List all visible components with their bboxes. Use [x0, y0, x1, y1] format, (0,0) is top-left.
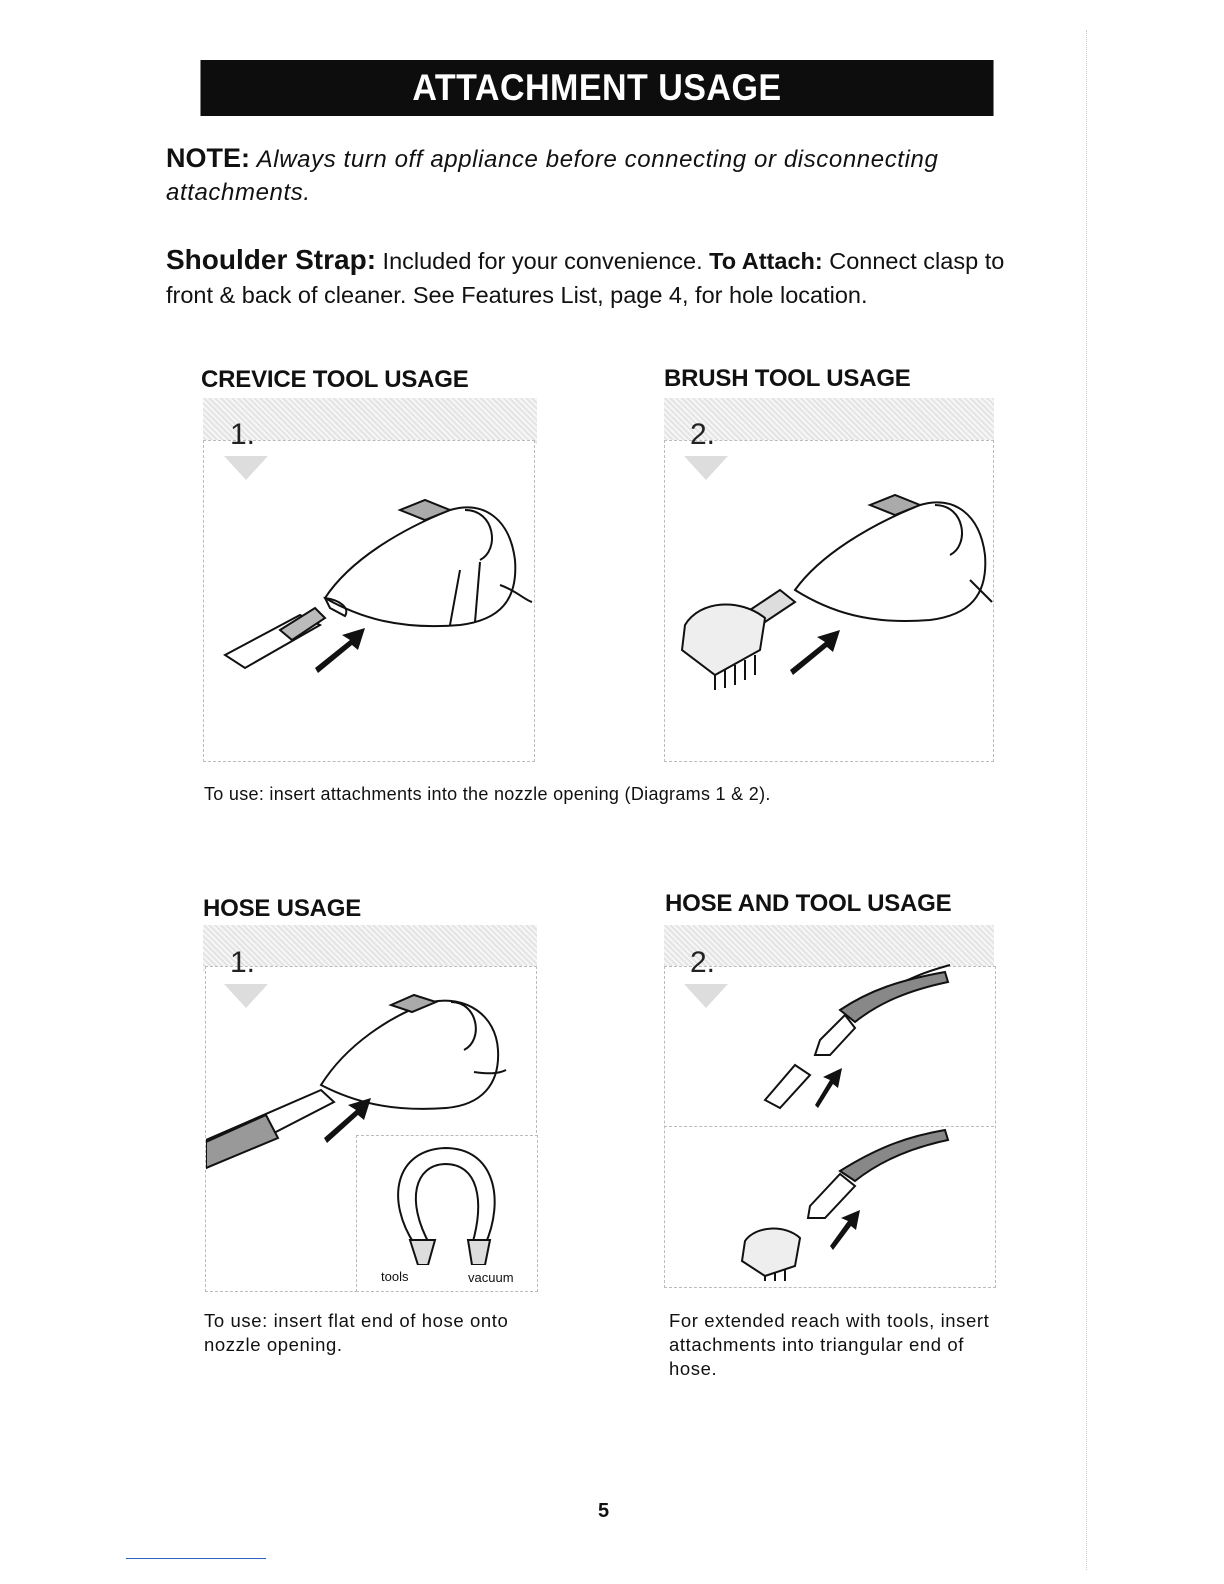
hose-caption: To use: insert flat end of hose onto nozzle opening.	[204, 1310, 509, 1355]
footer-line	[126, 1558, 266, 1559]
note-text: Always turn off appliance before connecting or disconnecting attachments.	[166, 146, 939, 206]
shoulder-strap-text2: Connect clasp to front & back of cleaner. See Features List, page 4, for hole location.	[166, 248, 1005, 308]
crevice-step-number: 1.	[230, 418, 256, 451]
hose-heading: HOSE USAGE	[203, 895, 362, 922]
note-label: NOTE:	[166, 143, 250, 173]
shoulder-strap-text1: Included for your convenience.	[382, 248, 703, 274]
shoulder-strap-label: Shoulder Strap:	[166, 244, 377, 275]
hose-tool-caption: For extended reach with tools, insert attachments into triangular end of hose.	[669, 1310, 990, 1379]
hose-inset-diagram	[360, 1140, 530, 1265]
hose-tool-step-number: 2.	[690, 946, 716, 979]
hose-crevice-diagram	[670, 960, 990, 1110]
brush-diagram	[670, 490, 1000, 700]
hose-tool-heading: HOSE AND TOOL USAGE	[665, 890, 952, 917]
tools-label: tools	[381, 1269, 409, 1284]
hose-brush-diagram	[670, 1126, 990, 1281]
to-attach-label: To Attach:	[709, 248, 823, 274]
hose-step-number: 1.	[230, 946, 256, 979]
brush-tool-heading: BRUSH TOOL USAGE	[664, 365, 911, 392]
shoulder-strap-paragraph	[166, 243, 1036, 312]
top-caption: To use: insert attachments into the nozzle opening (Diagrams 1 & 2).	[204, 784, 771, 804]
crevice-diagram	[210, 490, 540, 690]
crevice-tool-heading: CREVICE TOOL USAGE	[201, 366, 469, 393]
page-edge-guide	[1086, 30, 1088, 1570]
note	[166, 142, 1046, 209]
page-title: ATTACHMENT USAGE	[200, 60, 993, 116]
vacuum-label: vacuum	[468, 1270, 514, 1285]
brush-step-number: 2.	[690, 418, 716, 451]
page-number: 5	[598, 1500, 610, 1522]
